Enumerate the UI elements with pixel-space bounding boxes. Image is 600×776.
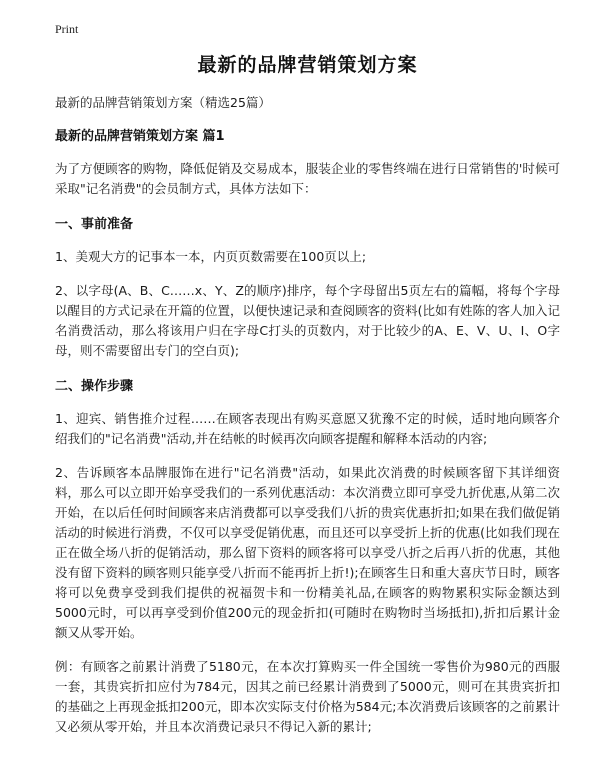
article-heading: 最新的品牌营销策划方案 篇1 [55,129,225,144]
document-subtitle: 最新的品牌营销策划方案（精选25篇） [55,95,271,110]
preparation-item-2: 2、以字母(A、B、C……x、Y、Z的顺序)排序，每个字母留出5页左右的篇幅，将每个字母以醒目的方式记录在开篇的位置，以便快速记录和查阅顾客的资料(比如有姓陈的客人加入记名消费活动，那么将该用户归在字母C打头的页数内，对于比较少的A、E、V、U、I、O字母，则不需要留出专门的空白页); [55,283,560,358]
steps-item-2: 2、告诉顾客本品牌服饰在进行"记名消费"活动，如果此次消费的时候顾客留下其详细资料，那么可以立即开始享受我们的一系列优惠活动：本次消费立即可享受九折优惠,从第二次开始，在以后任何时间顾客来店消费都可以享受我们八折的贵宾优惠折扣;如果在我们做促销活动的时候进行消费，不仅可以享受促销优惠，而且还可以享受折上折的优惠(比如我们现在正在做全场八折的促销活动，那么留下资料的顾客将可以享受八折之后再八折的优惠，其他没有留下资料的顾客则只能享受八折而不能再折上折!);在顾客生日和重大喜庆节日时，顾客将可以免费享受到我们提供的祝福贺卡和一份精美礼品,在顾客的购物累积实际金额达到5000元时，可以再享受到价值200元的现金折扣(可随时在购物时当场抵扣),折扣后累计金额又从零开始。 [55,465,560,640]
section-heading-preparation: 一、事前准备 [55,217,134,232]
print-label[interactable]: Print [55,22,79,36]
intro-paragraph: 为了方便顾客的购物，降低促销及交易成本，服装企业的零售终端在进行日常销售的'时候可采取"记名消费"的会员制方式，具体方法如下： [55,161,560,196]
preparation-item-1: 1、美观大方的记事本一本，内页页数需要在100页以上; [55,249,367,264]
page-title: 最新的品牌营销策划方案 [197,54,418,76]
steps-item-1: 1、迎宾、销售推介过程……在顾客表现出有购买意愿又犹豫不定的时候，适时地向顾客介绍我们的"记名消费"活动,并在结帐的时候再次向顾客提醒和解释本活动的内容; [55,411,560,446]
example-paragraph: 例：有顾客之前累计消费了5180元，在本次打算购买一件全国统一零售价为980元的西服一套，其贵宾折扣应付为784元，因其之前已经累计消费到了5000元，则可在其贵宾折扣的基础之上再现金抵扣200元，即本次实际支付价格为584元;本次消费后该顾客的之前累计又必须从零开始，并且本次消费记录只不得记入新的累计; [55,659,560,734]
document-body [55,50,560,751]
section-heading-steps: 二、操作步骤 [55,379,134,394]
